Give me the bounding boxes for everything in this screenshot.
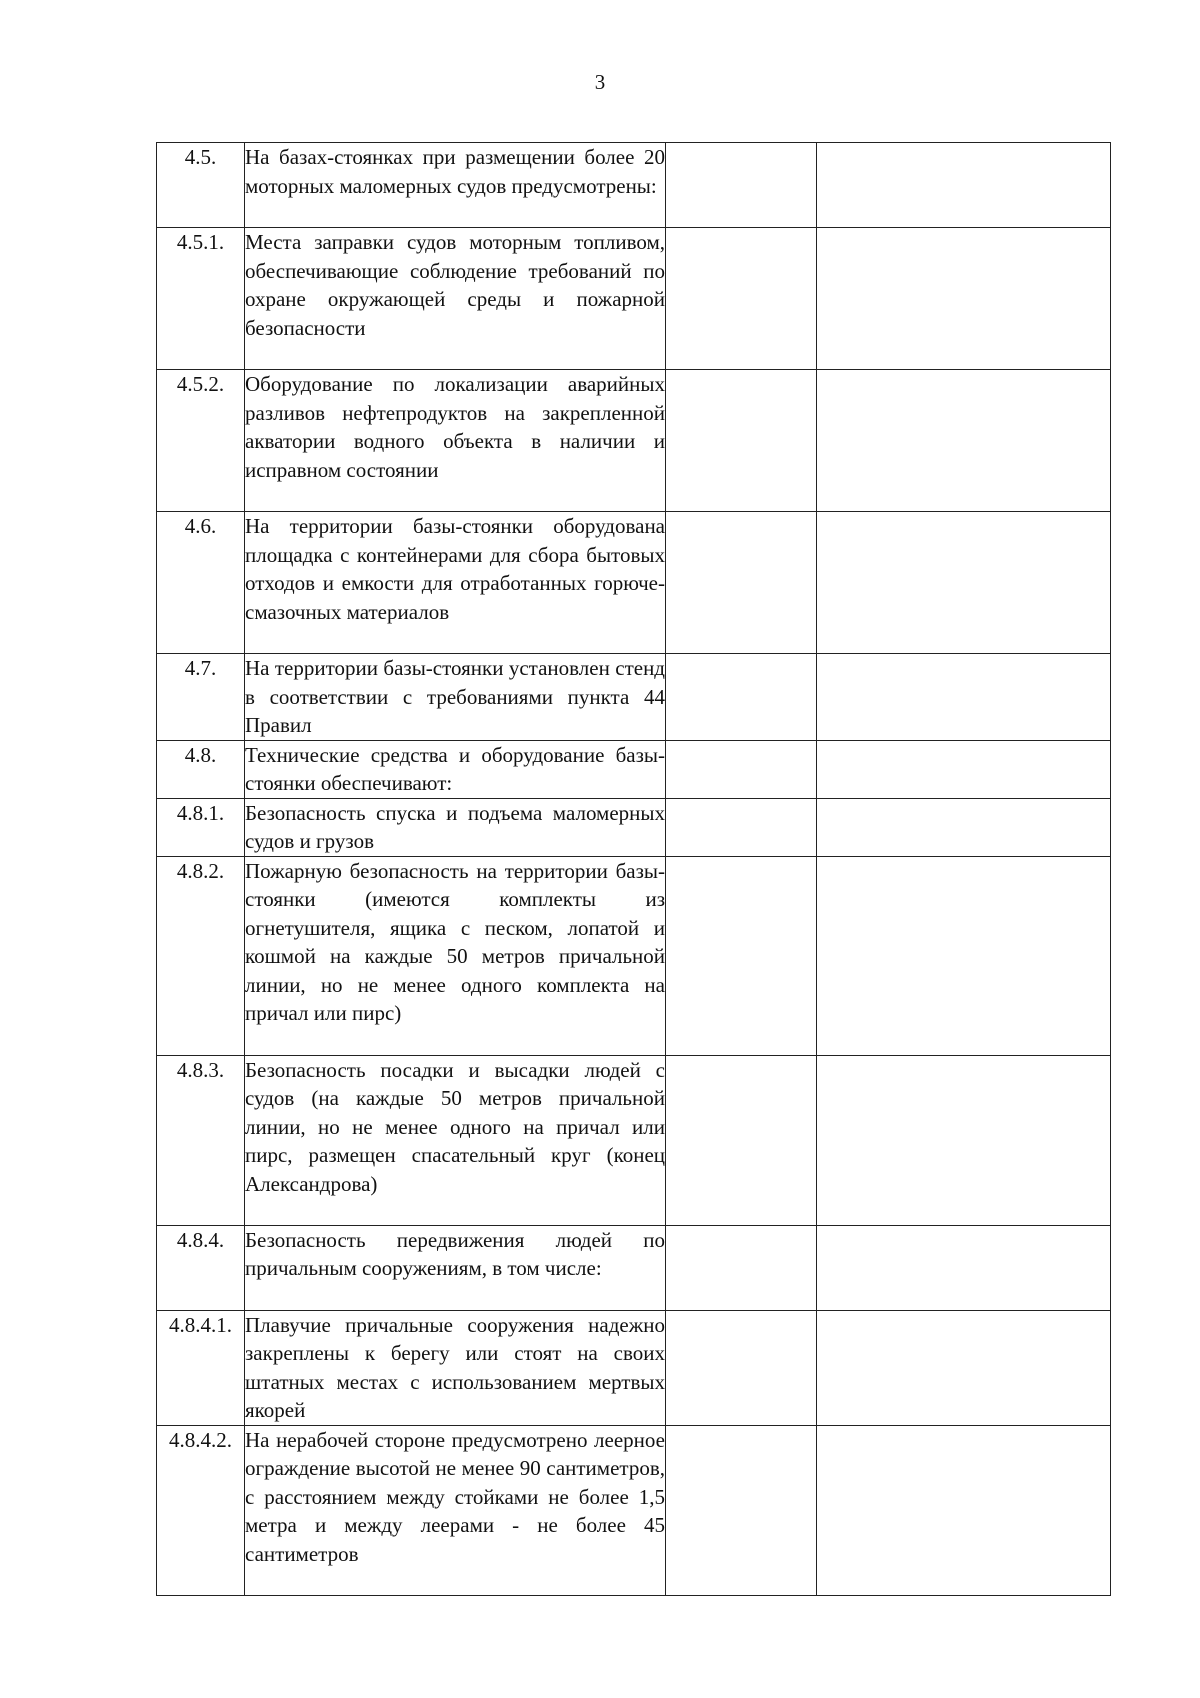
item-number: 4.7. bbox=[157, 654, 245, 741]
item-text: На территории базы-стоянки оборудована площадка с контейнерами для сбора бытовых отходов и емкости для отработанных горюче-смазочных материалов bbox=[245, 512, 666, 654]
item-number: 4.8.4.1. bbox=[157, 1310, 245, 1425]
item-text: Безопасность спуска и подъема маломерных судов и грузов bbox=[245, 798, 666, 856]
item-number: 4.5. bbox=[157, 143, 245, 228]
empty-cell bbox=[817, 143, 1111, 228]
item-number: 4.5.1. bbox=[157, 228, 245, 370]
table-row bbox=[157, 1310, 1111, 1425]
empty-cell bbox=[817, 1055, 1111, 1225]
empty-cell bbox=[666, 1310, 817, 1425]
empty-cell bbox=[666, 1055, 817, 1225]
table-row bbox=[157, 370, 1111, 512]
item-number: 4.8.3. bbox=[157, 1055, 245, 1225]
empty-cell bbox=[666, 654, 817, 741]
empty-cell bbox=[817, 654, 1111, 741]
empty-cell bbox=[817, 1225, 1111, 1310]
table-row bbox=[157, 1055, 1111, 1225]
table-row bbox=[157, 512, 1111, 654]
item-number: 4.8.1. bbox=[157, 798, 245, 856]
empty-cell bbox=[817, 856, 1111, 1055]
empty-cell bbox=[817, 740, 1111, 798]
table-row bbox=[157, 143, 1111, 228]
empty-cell bbox=[817, 370, 1111, 512]
item-text: На базах-стоянках при размещении более 20 моторных маломерных судов предусмотрены: bbox=[245, 143, 666, 228]
item-number: 4.8. bbox=[157, 740, 245, 798]
empty-cell bbox=[666, 143, 817, 228]
empty-cell bbox=[817, 228, 1111, 370]
table-row bbox=[157, 740, 1111, 798]
item-text: Места заправки судов моторным топливом, обеспечивающие соблюдение требований по охране окружающей среды и пожарной безопасности bbox=[245, 228, 666, 370]
item-text: Оборудование по локализации аварийных разливов нефтепродуктов на закрепленной акватории водного объекта в наличии и исправном состоянии bbox=[245, 370, 666, 512]
empty-cell bbox=[666, 798, 817, 856]
item-text: Безопасность передвижения людей по причальным сооружениям, в том числе: bbox=[245, 1225, 666, 1310]
page-number: 3 bbox=[594, 70, 606, 94]
checklist-table bbox=[156, 142, 1111, 1596]
item-text: На территории базы-стоянки установлен стенд в соответствии с требованиями пункта 44 Правил bbox=[245, 654, 666, 741]
item-text: Безопасность посадки и высадки людей с судов (на каждые 50 метров причальной линии, но не менее одного на причал или пирс, размещен спасательный круг (конец Александрова) bbox=[245, 1055, 666, 1225]
item-text: Пожарную безопасность на территории базы-стоянки (имеются комплекты из огнетушителя, ящика с песком, лопатой и кошмой на каждые 50 метров причальной линии, но не менее одного комплекта на причал или пирс) bbox=[245, 856, 666, 1055]
item-text: Плавучие причальные сооружения надежно закреплены к берегу или стоят на своих штатных местах с использованием мертвых якорей bbox=[245, 1310, 666, 1425]
empty-cell bbox=[666, 856, 817, 1055]
empty-cell bbox=[666, 1425, 817, 1595]
item-number: 4.8.2. bbox=[157, 856, 245, 1055]
empty-cell bbox=[817, 798, 1111, 856]
table-row bbox=[157, 856, 1111, 1055]
table-row bbox=[157, 1425, 1111, 1595]
table-row bbox=[157, 798, 1111, 856]
empty-cell bbox=[666, 228, 817, 370]
item-text: На нерабочей стороне предусмотрено леерное ограждение высотой не менее 90 сантиметров, с расстоянием между стойками не более 1,5 метра и между леерами - не более 45 сантиметров bbox=[245, 1425, 666, 1595]
item-number: 4.8.4.2. bbox=[157, 1425, 245, 1595]
empty-cell bbox=[666, 1225, 817, 1310]
item-number: 4.5.2. bbox=[157, 370, 245, 512]
empty-cell bbox=[666, 512, 817, 654]
empty-cell bbox=[817, 1310, 1111, 1425]
table-row bbox=[157, 654, 1111, 741]
empty-cell bbox=[666, 370, 817, 512]
item-text: Технические средства и оборудование базы-стоянки обеспечивают: bbox=[245, 740, 666, 798]
item-number: 4.8.4. bbox=[157, 1225, 245, 1310]
empty-cell bbox=[666, 740, 817, 798]
item-number: 4.6. bbox=[157, 512, 245, 654]
empty-cell bbox=[817, 512, 1111, 654]
table-row bbox=[157, 228, 1111, 370]
table-row bbox=[157, 1225, 1111, 1310]
empty-cell bbox=[817, 1425, 1111, 1595]
